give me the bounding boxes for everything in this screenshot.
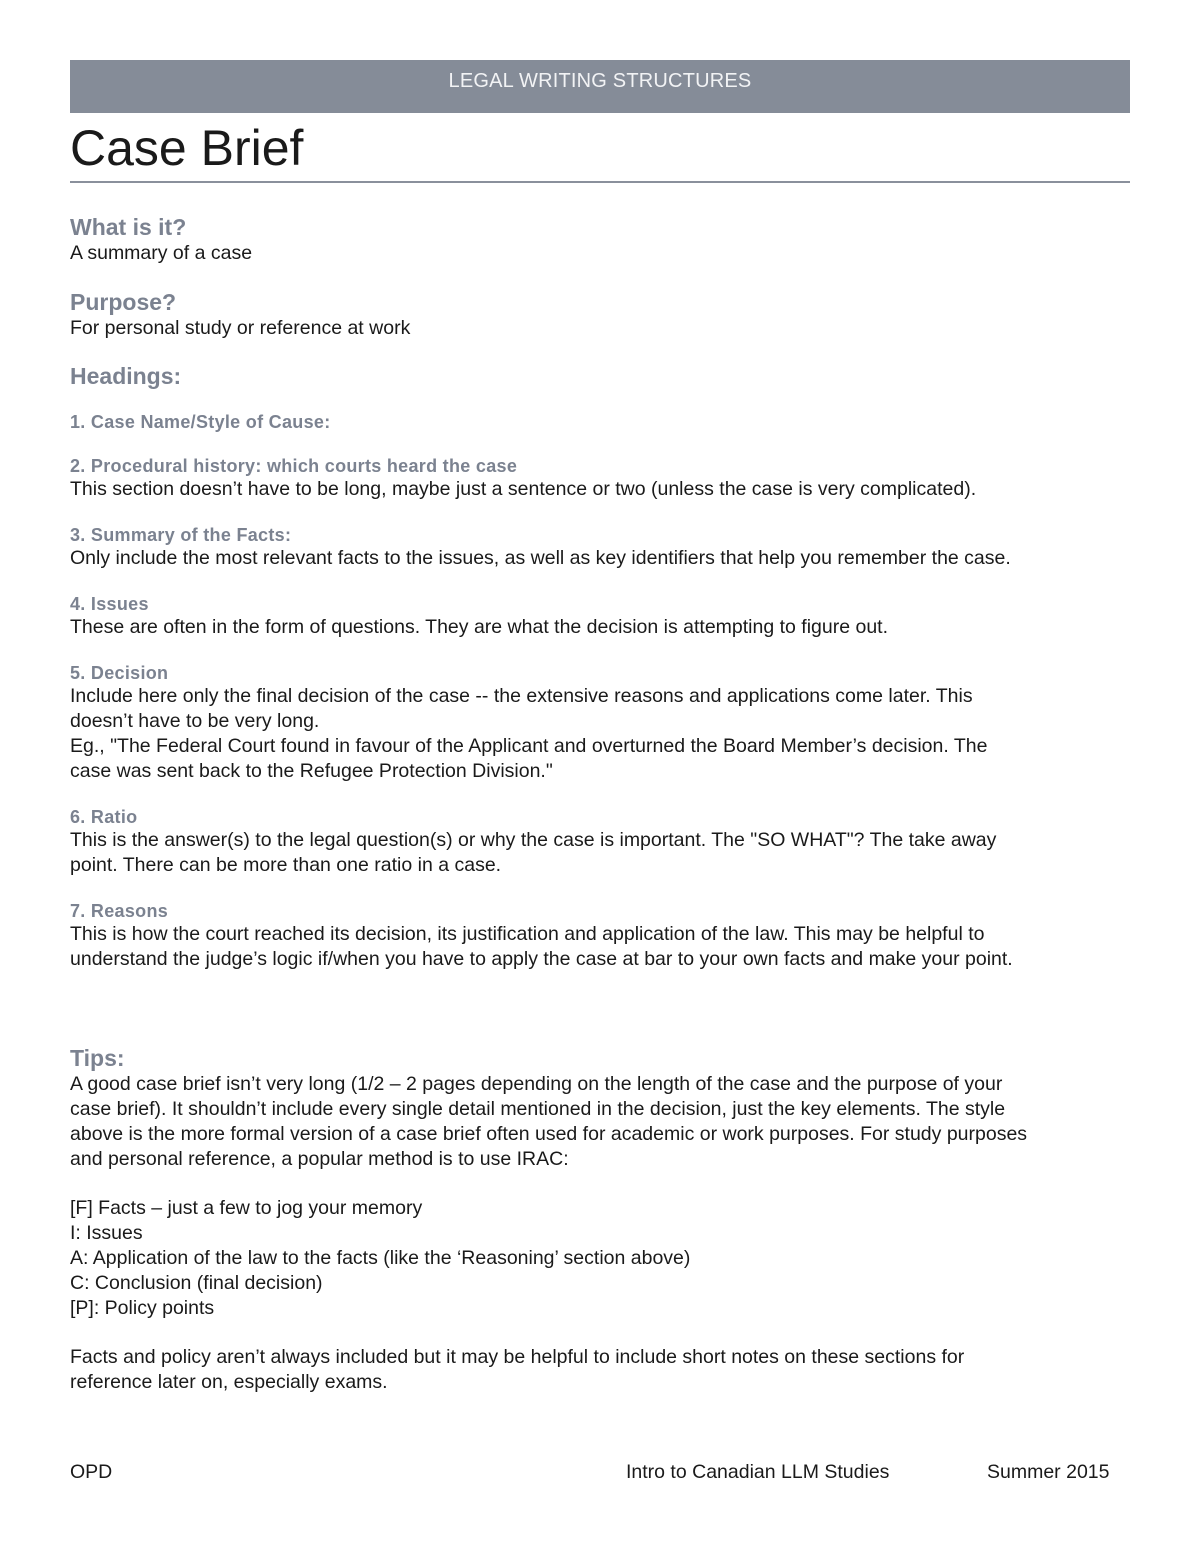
heading-item-text: point. There can be more than one ratio in a case. — [70, 854, 502, 876]
heading-item-label: 1. Case Name/Style of Cause: — [70, 412, 331, 432]
page-title: Case Brief — [70, 120, 304, 176]
heading-item-text: case was sent back to the Refugee Protection Division." — [70, 760, 553, 782]
heading-item-text: doesn’t have to be very long. — [70, 710, 320, 732]
heading-item-text: This is the answer(s) to the legal question(s) or why the case is important. The "SO WHAT"? The take away — [70, 829, 997, 851]
heading-item — [70, 524, 1130, 571]
tips-closing — [70, 1345, 1130, 1395]
section-text-what: A summary of a case — [70, 242, 253, 264]
heading-item-text: Include here only the final decision of the case -- the extensive reasons and applications come later. This — [70, 685, 973, 707]
heading-item — [70, 662, 1130, 784]
heading-item-text: Only include the most relevant facts to the issues, as well as key identifiers that help you remember the case. — [70, 547, 1011, 569]
section-text-purpose: For personal study or reference at work — [70, 317, 411, 339]
document-page — [70, 60, 1130, 183]
heading-item — [70, 900, 1130, 972]
section-heading-purpose: Purpose? — [70, 289, 177, 315]
heading-item-text: These are often in the form of questions. They are what the decision is attempting to figure out. — [70, 616, 889, 638]
heading-item — [70, 455, 1130, 502]
tips-text: case brief). It shouldn’t include every single detail mentioned in the decision, just the key elements. The style — [70, 1098, 1006, 1120]
heading-item-text: Eg., "The Federal Court found in favour of the Applicant and overturned the Board Member’s decision. The — [70, 735, 988, 757]
section-what — [70, 213, 1130, 266]
tips-text: and personal reference, a popular method is to use IRAC: — [70, 1148, 569, 1170]
title-divider — [70, 181, 1130, 183]
heading-item-text: understand the judge’s logic if/when you have to apply the case at bar to your own facts and make your point. — [70, 948, 1013, 970]
heading-item-label: 2. Procedural history: which courts heard the case — [70, 456, 518, 476]
irac-list — [70, 1196, 1130, 1321]
heading-item-label: 6. Ratio — [70, 807, 138, 827]
footer-right: Summer 2015 — [987, 1461, 1110, 1483]
section-headings — [70, 362, 1130, 390]
heading-item-label: 4. Issues — [70, 594, 149, 614]
heading-item-label: 7. Reasons — [70, 901, 169, 921]
irac-item: A: Application of the law to the facts (like the ‘Reasoning’ section above) — [70, 1247, 691, 1269]
heading-item-text: This is how the court reached its decision, its justification and application of the law. This may be helpful to — [70, 923, 985, 945]
irac-item: [P]: Policy points — [70, 1297, 215, 1319]
tips-text: A good case brief isn’t very long (1/2 – 2 pages depending on the length of the case and the purpose of your — [70, 1073, 1003, 1095]
tips-text: above is the more formal version of a case brief often used for academic or work purposes. For study purposes — [70, 1123, 1028, 1145]
irac-item: C: Conclusion (final decision) — [70, 1272, 323, 1294]
section-tips — [70, 1044, 1130, 1172]
section-heading-what: What is it? — [70, 214, 187, 240]
tips-text: Facts and policy aren’t always included but it may be helpful to include short notes on these sections for — [70, 1346, 965, 1368]
tips-text: reference later on, especially exams. — [70, 1371, 388, 1393]
irac-item: [F] Facts – just a few to jog your memory — [70, 1197, 423, 1219]
heading-item — [70, 806, 1130, 878]
header-banner: LEGAL WRITING STRUCTURES — [70, 60, 1130, 113]
heading-item — [70, 411, 1130, 433]
heading-item-label: 5. Decision — [70, 663, 169, 683]
heading-item-label: 3. Summary of the Facts: — [70, 525, 292, 545]
footer-middle: Intro to Canadian LLM Studies — [626, 1461, 890, 1483]
heading-item — [70, 593, 1130, 640]
irac-item: I: Issues — [70, 1222, 143, 1244]
section-purpose — [70, 288, 1130, 341]
section-heading-tips: Tips: — [70, 1045, 125, 1071]
footer-left: OPD — [70, 1461, 113, 1483]
heading-item-text: This section doesn’t have to be long, maybe just a sentence or two (unless the case is very complicated). — [70, 478, 977, 500]
section-heading-headings: Headings: — [70, 363, 182, 389]
